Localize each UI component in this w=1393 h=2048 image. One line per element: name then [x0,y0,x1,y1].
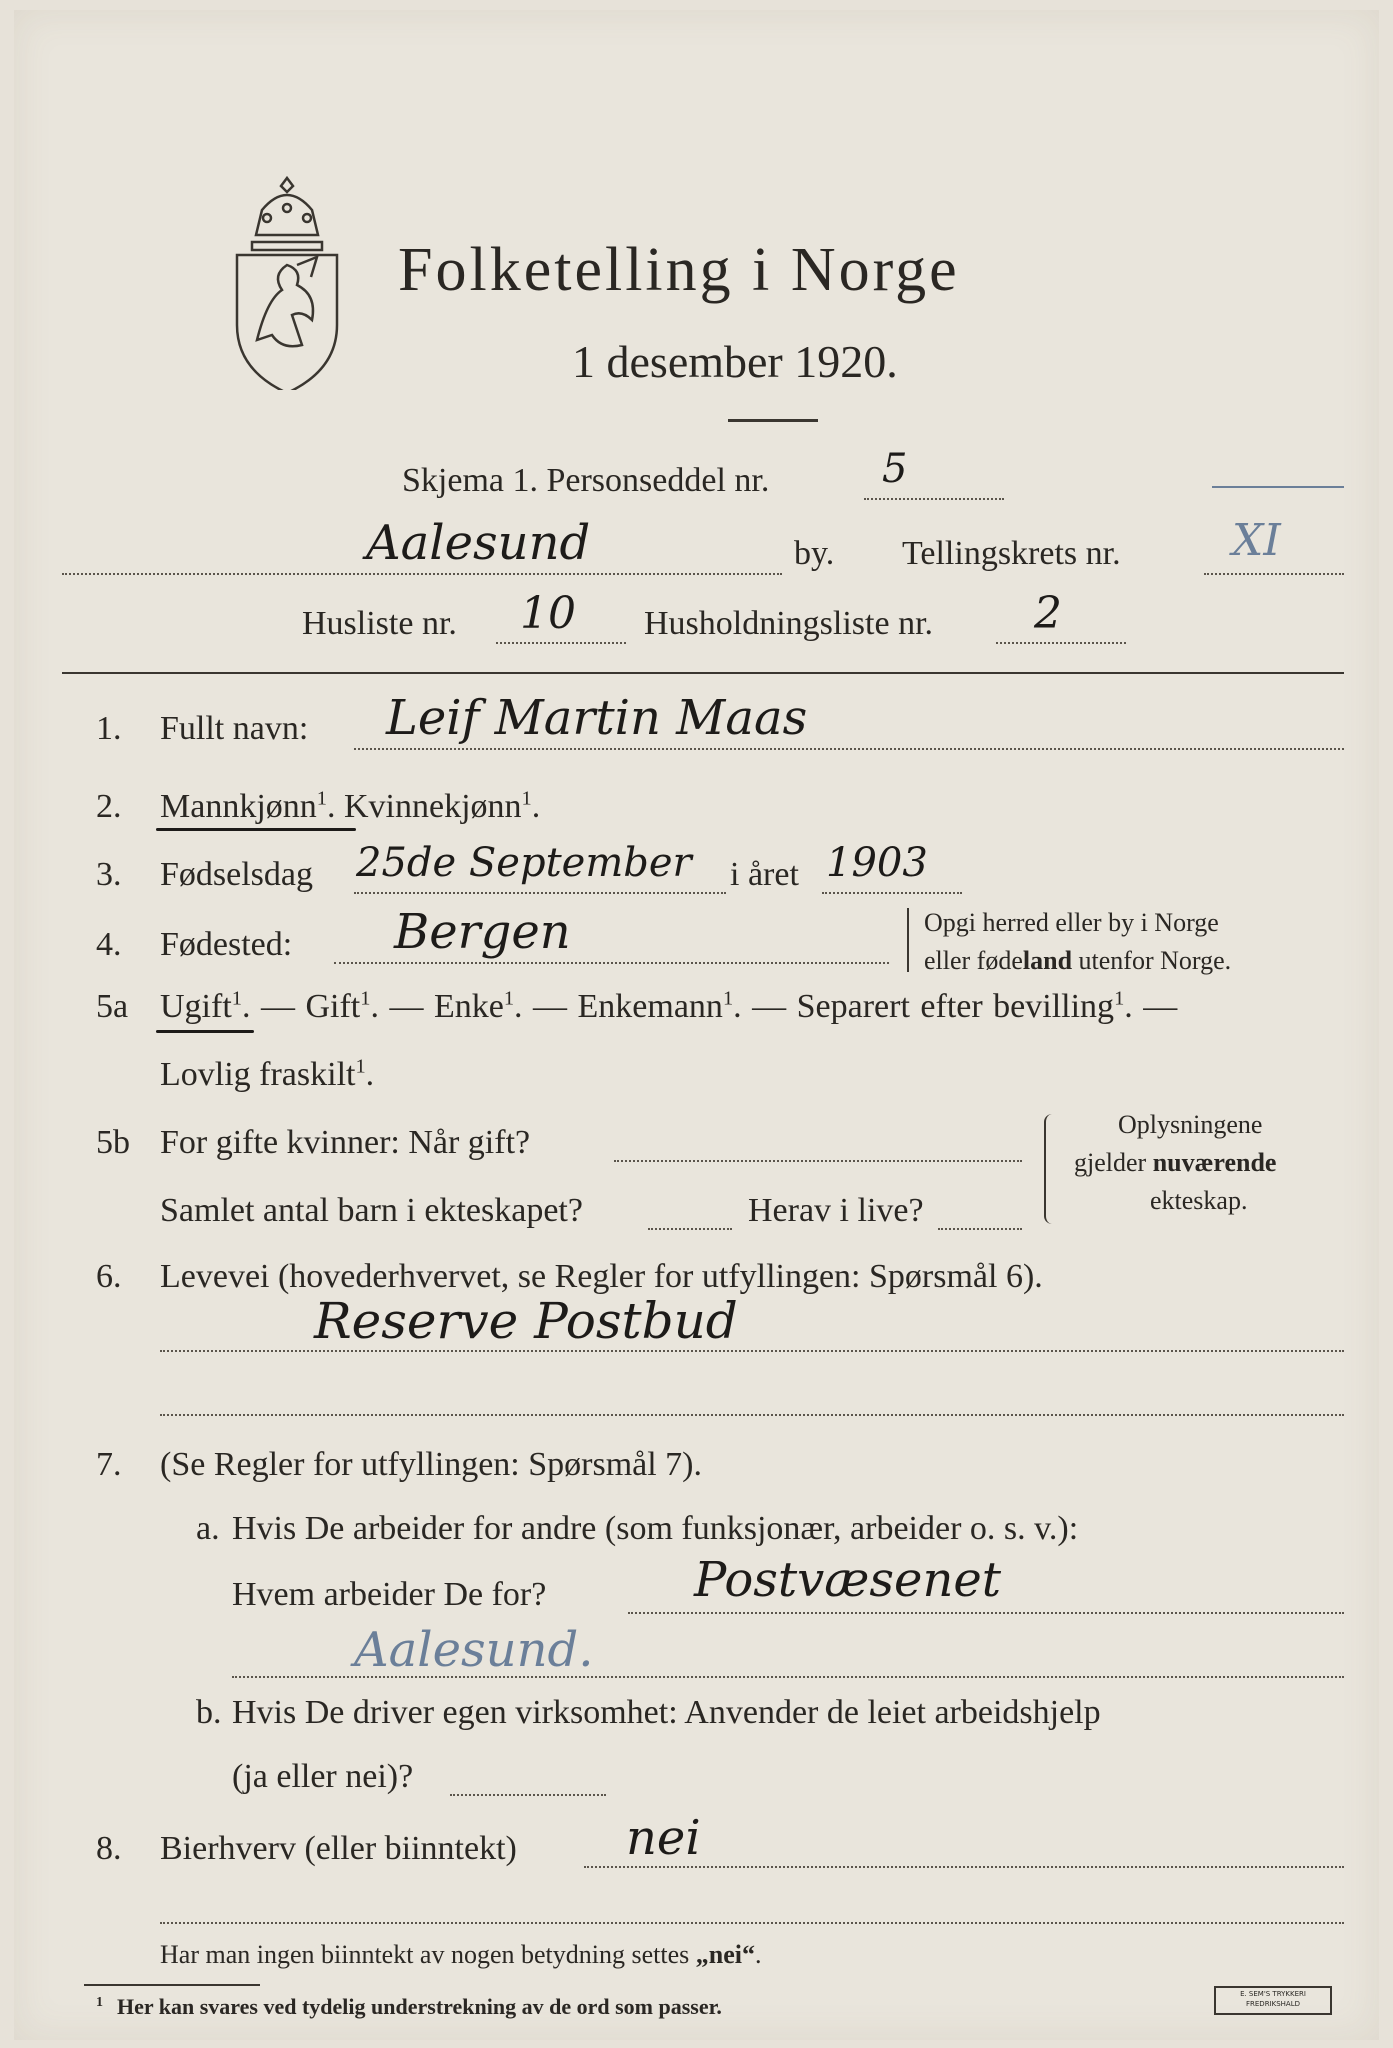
q4-label: Fødested: [160,926,293,963]
q7a-letter: a. [196,1510,220,1547]
q8-number: 8. [96,1830,122,1867]
q8-value: nei [626,1810,701,1866]
q5a-lovlig: Lovlig fraskilt$^1$. [160,1055,375,1093]
q5a-number: 5a [96,988,129,1025]
q4-dots [334,962,889,964]
skjema-label: Skjema 1. Personseddel nr. [402,462,770,499]
q3-number: 3. [96,856,122,893]
q5b-dots3 [938,1228,1022,1230]
q5b-label2: Samlet antal barn i ekteskapet? [160,1192,583,1229]
coat-of-arms-icon [222,170,352,390]
q7b-text: Hvis De driver egen virksomhet: Anvender de leiet arbeidshjelp [232,1694,1101,1731]
header-divider [62,672,1344,674]
skjema-dots [864,498,1004,500]
q7a-value: Postvæsenet [694,1552,1002,1608]
q4-brace [907,908,912,972]
q5a-underline [156,1030,254,1033]
q6-label: Levevei (hovederhvervet, se Regler for utfyllingen: Spørsmål 6). [160,1258,1043,1295]
q5b-note2: gjelder nuværende [1074,1148,1277,1177]
footnote-rule [84,1984,260,1986]
q5b-dots1 [614,1160,1022,1162]
q5b-note3: ekteskap. [1150,1186,1248,1215]
page-title: Folketelling i Norge [398,236,960,304]
q7a-question: Hvem arbeider De for? [232,1576,547,1613]
q2-kvinne: Kvinnekjønn [343,788,522,825]
q7-number: 7. [96,1446,122,1483]
q3-year-value: 1903 [826,840,928,886]
q1-label: Fullt navn: [160,710,309,747]
krets-overline [1212,486,1344,488]
city-value: Aalesund [366,515,591,571]
q2-number: 2. [96,788,122,825]
hushold-value: 2 [1034,588,1062,639]
q7b-question: (ja eller nei)? [232,1758,414,1795]
krets-value: XI [1232,515,1281,566]
q7b-dots [450,1794,606,1796]
q7a-value2: Aalesund. [354,1622,594,1678]
q5b-number: 5b [96,1124,130,1161]
q4-value: Bergen [394,904,571,960]
q4-note2: eller fødeland utenfor Norge. [924,946,1232,975]
q6-value: Reserve Postbud [314,1292,738,1350]
hushold-label: Husholdningsliste nr. [644,605,934,642]
q1-dots [354,748,1344,750]
footer-note: Har man ingen biinntekt av nogen betydning settes „nei“. [160,1940,762,1969]
printer-stamp: E. SEM'S TRYKKERI FREDRIKSHALD [1214,1986,1332,2015]
city-dots [62,573,782,575]
husliste-dots [496,642,626,644]
q5b-dots2 [648,1228,732,1230]
q3-dots [354,892,726,894]
q6-number: 6. [96,1258,122,1295]
q3-value: 25de September [356,840,692,886]
q8-dots2 [160,1922,1344,1924]
krets-label: Tellingskrets nr. [902,535,1121,572]
q3-year-dots [822,892,962,894]
q7a-dots2 [232,1676,1344,1678]
krets-dots [1204,573,1344,575]
q2-underline [156,828,356,831]
q1-number: 1. [96,710,122,747]
q5b-label1: For gifte kvinner: Når gift? [160,1124,531,1161]
q3-label: Fødselsdag [160,856,313,893]
q6-dots2 [160,1414,1344,1416]
q7a-dots1 [628,1612,1344,1614]
q5b-label3: Herav i live? [748,1192,924,1229]
q4-note1: Opgi herred eller by i Norge [924,908,1219,937]
q5a-options: Ugift$^1$. — Gift$^1$. — Enke$^1$. — Enkemann$^1$. — Separert efter bevilling$^1$. — [160,987,1178,1025]
q8-label: Bierhverv (eller biinntekt) [160,1830,517,1867]
q7a-text: Hvis De arbeider for andre (som funksjonær, arbeider o. s. v.): [232,1510,1079,1547]
title-rule [728,419,818,422]
census-date: 1 desember 1920. [572,336,898,387]
q3-year-label: i året [730,856,799,893]
q2-options: Mannkjønn$^1$. Kvinnekjønn$^1$. [160,787,541,825]
q5b-brace [1044,1114,1056,1224]
q5a-ugift: Ugift [160,988,232,1025]
q2-mann: Mannkjønn [160,788,317,825]
q7b-letter: b. [196,1694,222,1731]
by-label: by. [794,535,835,572]
husliste-value: 10 [520,588,576,639]
q5b-note1: Oplysningene [1118,1110,1263,1139]
q6-dots1 [160,1350,1344,1352]
q8-dots1 [584,1866,1344,1868]
footnote: $^1$ Her kan svares ved tydelig understrekning av de ord som passer. [96,1994,722,2019]
skjema-value: 5 [882,446,908,492]
q7-label: (Se Regler for utfyllingen: Spørsmål 7). [160,1446,703,1483]
q4-number: 4. [96,926,122,963]
census-form [14,10,1379,2040]
husliste-label: Husliste nr. [302,605,457,642]
q1-value: Leif Martin Maas [386,690,808,746]
hushold-dots [996,642,1126,644]
